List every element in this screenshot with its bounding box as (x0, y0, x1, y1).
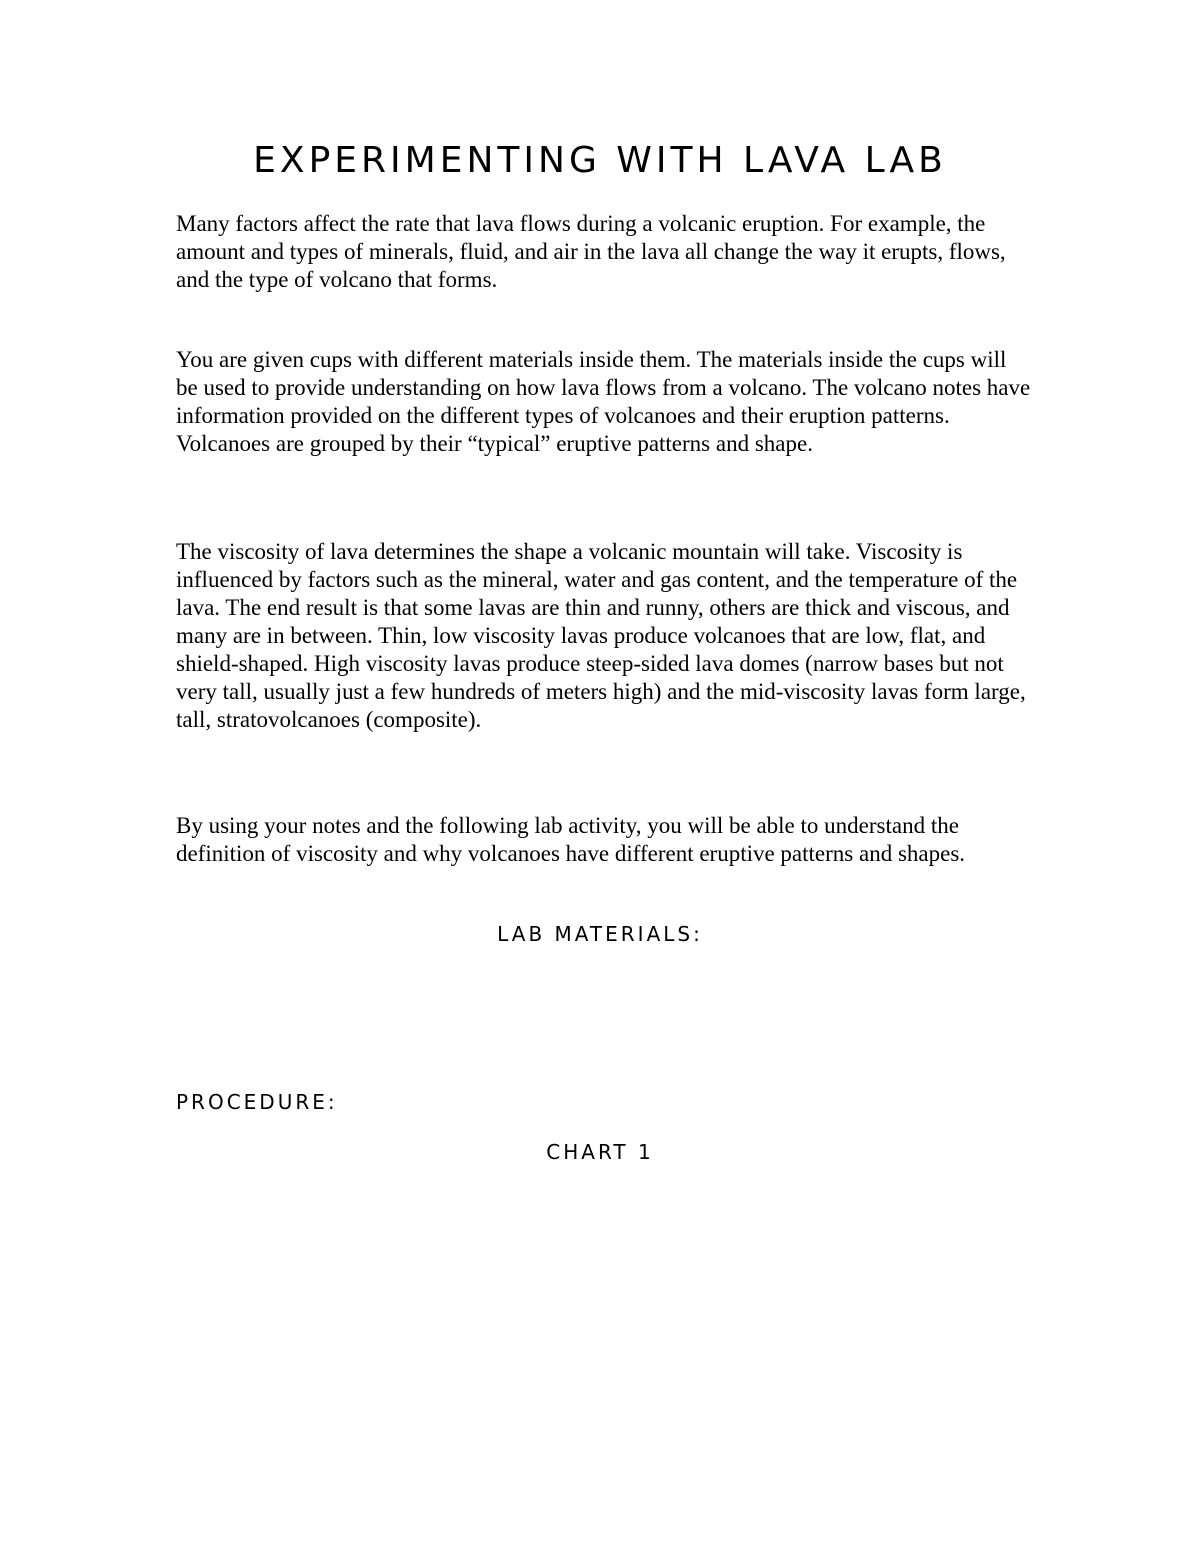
chart-heading: CHART 1 (546, 1140, 654, 1164)
lab-materials-heading: LAB MATERIALS: (497, 922, 703, 946)
materials-paragraph: You are given cups with different materials inside them. The materials inside the cups will be used to provide understanding on how lava flows from a volcano. The volcano notes have information provided on the different types of volcanoes and their eruption patterns. Volcanoes are grouped by their “typical” eruptive patterns and shape. (176, 347, 1031, 456)
intro-paragraph: Many factors affect the rate that lava flows during a volcanic eruption. For example, the amount and types of minerals, fluid, and air in the lava all change the way it erupts, flows, and the type of volcano that forms. (176, 211, 1006, 292)
page-title: EXPERIMENTING WITH LAVA LAB (253, 140, 947, 181)
objective-paragraph: By using your notes and the following lab activity, you will be able to understand the definition of viscosity and why volcanoes have different eruptive patterns and shapes. (176, 813, 966, 866)
procedure-heading: PROCEDURE: (176, 1090, 338, 1114)
viscosity-paragraph: The viscosity of lava determines the shape a volcanic mountain will take. Viscosity is influenced by factors such as the mineral, water and gas content, and the temperature of the lava. The end result is that some lavas are thin and runny, others are thick and viscous, and many are in between. Thin, low viscosity lavas produce volcanoes that are low, flat, and shield-shaped. High viscosity lavas produce steep-sided lava domes (narrow bases but not very tall, usually just a few hundreds of meters high) and the mid-viscosity lavas form large, tall, stratovolcanoes (composite). (176, 539, 1026, 732)
